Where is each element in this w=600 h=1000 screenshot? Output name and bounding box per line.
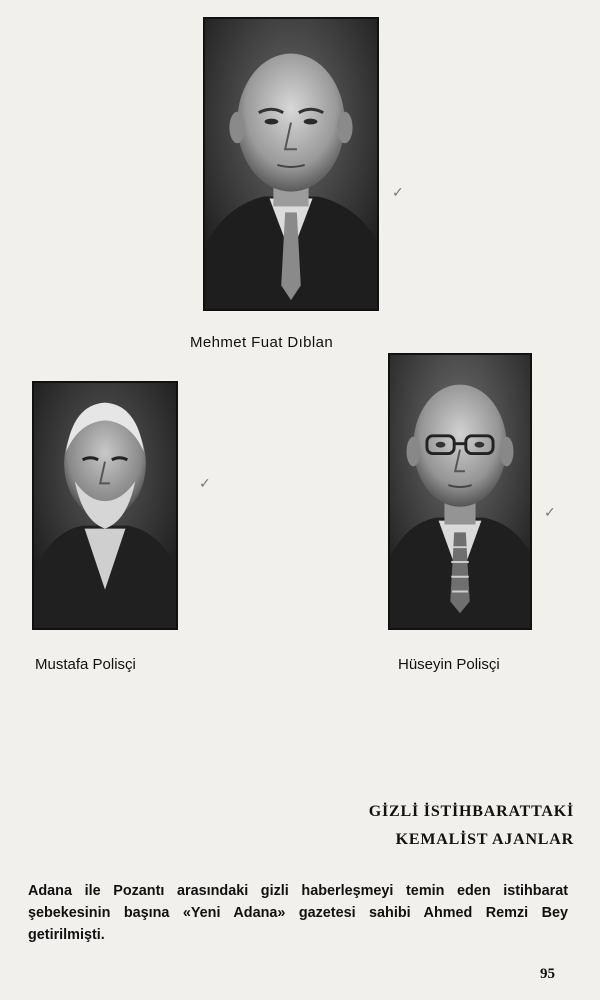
photo-caption-huseyin-polisci: Hüseyin Polisçi xyxy=(398,656,500,673)
portrait-photo-huseyin-polisci xyxy=(388,353,532,630)
section-title-line-1: GİZLİ İSTİHBARATTAKİ xyxy=(368,803,574,820)
portrait-image xyxy=(205,19,377,309)
photo-caption-mustafa-polisci: Mustafa Polisçi xyxy=(35,656,136,673)
portrait-photo-mustafa-polisci xyxy=(32,381,178,630)
section-title-line-2: KEMALİST AJANLAR xyxy=(395,831,574,848)
portrait-photo-mehmet-fuat-diblan xyxy=(203,17,379,311)
caption-paragraph: Adana ile Pozantı arasındaki gizli haberleşmeyi temin eden istihbarat şebekesinin başına «Yeni Adana» gazetesi sahibi Ahmed Remzi Bey getirilmişti. xyxy=(28,883,568,943)
pencil-check-mark: ✓ xyxy=(544,505,556,521)
photo-caption-mehmet-fuat-diblan: Mehmet Fuat Dıblan xyxy=(190,334,334,351)
pencil-check-mark: ✓ xyxy=(392,185,404,201)
page-number: 95 xyxy=(540,966,555,982)
portrait-image xyxy=(34,383,176,628)
pencil-check-mark: ✓ xyxy=(199,476,211,492)
portrait-image xyxy=(390,355,530,628)
